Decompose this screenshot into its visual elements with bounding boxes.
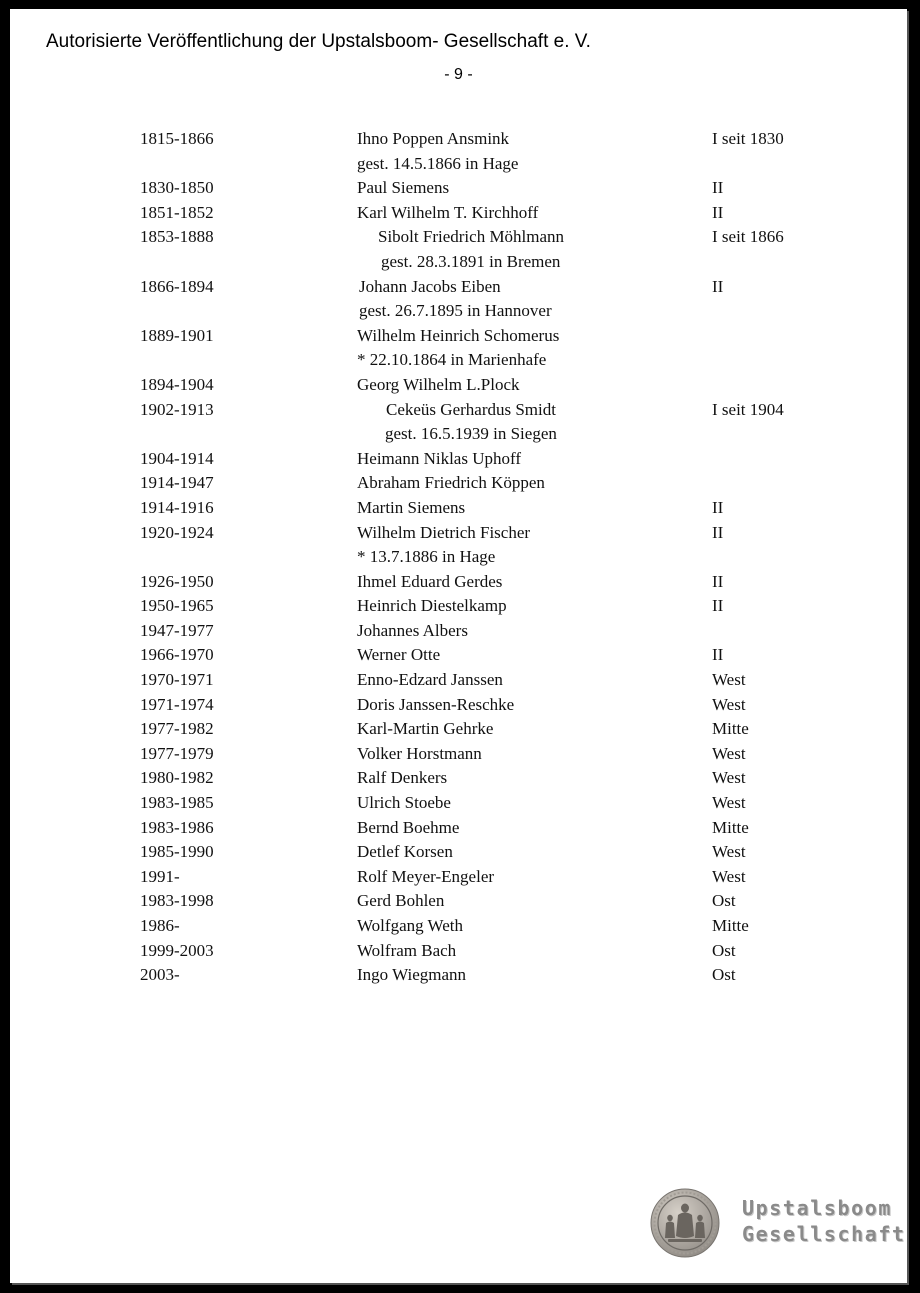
term-years: 1983-1986	[140, 817, 214, 837]
term-years: 1999-2003	[140, 940, 214, 960]
member-rank: West	[712, 743, 746, 763]
list-item	[10, 594, 907, 619]
list-item	[10, 471, 907, 496]
term-years: 1853-1888	[140, 227, 214, 247]
list-item	[10, 324, 907, 349]
term-years: 1983-1985	[140, 793, 214, 813]
term-years: 1966-1970	[140, 645, 214, 665]
list-item	[10, 373, 907, 398]
list-item	[10, 275, 907, 300]
member-name: Werner Otte	[357, 645, 441, 665]
list-item	[10, 693, 907, 718]
term-years: 1977-1982	[140, 719, 214, 739]
term-years: 1914-1947	[140, 473, 214, 493]
list-item	[10, 742, 907, 767]
term-years: 1889-1901	[140, 325, 214, 345]
member-name: Rolf Meyer-Engeler	[357, 866, 495, 886]
member-name: Wolfgang Weth	[357, 916, 464, 935]
member-name: gest. 28.3.1891 in Bremen	[381, 251, 561, 271]
member-rank: II	[712, 596, 724, 616]
member-name: Paul Siemens	[357, 178, 450, 198]
page-number: - 9 -	[444, 66, 473, 83]
term-years: 1971-1974	[140, 694, 214, 714]
member-name: Ralf Denkers	[357, 768, 448, 788]
member-name: Gerd Bohlen	[357, 891, 445, 911]
member-rank: West	[712, 694, 746, 714]
member-rank: I seit 1866	[712, 227, 784, 247]
term-years: 1902-1913	[140, 399, 214, 419]
member-name: Ulrich Stoebe	[357, 793, 451, 813]
list-item	[10, 422, 907, 447]
member-name: * 13.7.1886 in Hage	[357, 547, 496, 567]
member-name: Heimann Niklas Uphoff	[357, 448, 521, 468]
term-years: 1947-1977	[140, 620, 214, 640]
member-name: Sibolt Friedrich Möhlmann	[378, 227, 565, 247]
term-years: 2003-	[140, 965, 180, 985]
member-rank: West	[712, 866, 746, 886]
member-name: * 22.10.1864 in Marienhafe	[357, 350, 547, 370]
member-name: gest. 26.7.1895 in Hannover	[359, 301, 552, 321]
list-item	[10, 619, 907, 644]
member-name: Heinrich Diestelkamp	[357, 596, 507, 616]
term-years: 1914-1916	[140, 497, 214, 517]
list-item	[10, 447, 907, 472]
list-item	[10, 668, 907, 693]
list-item	[10, 963, 907, 988]
member-name: Georg Wilhelm L.Plock	[357, 374, 520, 394]
member-rank: Ost	[712, 965, 736, 985]
list-item	[10, 152, 907, 177]
term-years: 1851-1852	[140, 202, 214, 222]
list-item	[10, 717, 907, 742]
term-years: 1904-1914	[140, 448, 214, 468]
list-item	[10, 939, 907, 964]
term-years: 1894-1904	[140, 374, 214, 394]
member-name: Doris Janssen-Reschke	[357, 694, 515, 714]
list-item	[10, 840, 907, 865]
list-item	[10, 299, 907, 324]
term-years: 1926-1950	[140, 571, 214, 591]
member-name: Johann Jacobs Eiben	[359, 276, 501, 296]
member-rank: II	[712, 202, 724, 222]
list-item	[10, 766, 907, 791]
member-rank: Mitte	[712, 916, 749, 935]
term-years: 1950-1965	[140, 596, 214, 616]
member-name: Detlef Korsen	[357, 842, 453, 862]
document-header: Autorisierte Veröffentlichung der Upstalsboom- Gesellschaft e. V.	[46, 31, 591, 52]
member-rank: West	[712, 793, 746, 813]
member-name: Karl-Martin Gehrke	[357, 719, 494, 739]
term-years: 1983-1998	[140, 891, 214, 911]
term-years: 1986-	[140, 916, 180, 935]
member-rank: II	[712, 571, 724, 591]
list-item	[10, 521, 907, 546]
list-item	[10, 643, 907, 668]
member-rank: Ost	[712, 940, 736, 960]
member-name: Ihmel Eduard Gerdes	[357, 571, 503, 591]
member-rank: Mitte	[712, 817, 749, 837]
list-item	[10, 250, 907, 275]
member-rank: I seit 1830	[712, 129, 784, 148]
member-name: Bernd Boehme	[357, 817, 460, 837]
term-years: 1815-1866	[140, 129, 214, 148]
member-name: gest. 16.5.1939 in Siegen	[385, 424, 557, 444]
society-logo	[650, 1188, 906, 1266]
member-name: Wilhelm Heinrich Schomerus	[357, 325, 560, 345]
term-years: 1866-1894	[140, 276, 214, 296]
member-rank: II	[712, 645, 724, 665]
list-item	[10, 398, 907, 423]
list-item	[10, 791, 907, 816]
list-item	[10, 225, 907, 250]
member-rank: II	[712, 497, 724, 517]
member-name: gest. 14.5.1866 in Hage	[357, 153, 519, 173]
list-item	[10, 176, 907, 201]
member-rank: II	[712, 522, 724, 542]
term-years: 1920-1924	[140, 522, 214, 542]
member-name: Enno-Edzard Janssen	[357, 670, 503, 690]
term-years: 1985-1990	[140, 842, 214, 862]
member-name: Wilhelm Dietrich Fischer	[357, 522, 531, 542]
member-name: Ingo Wiegmann	[357, 965, 467, 985]
list-item	[10, 201, 907, 226]
member-rank: II	[712, 276, 724, 296]
list-item	[10, 570, 907, 595]
member-name: Cekeüs Gerhardus Smidt	[386, 399, 556, 419]
list-item	[10, 127, 907, 152]
list-item	[10, 865, 907, 890]
seal-icon	[650, 1188, 720, 1258]
member-rank: Ost	[712, 891, 736, 911]
term-years: 1830-1850	[140, 178, 214, 198]
member-rank: I seit 1904	[712, 399, 784, 419]
member-rank: II	[712, 178, 724, 198]
member-name: Karl Wilhelm T. Kirchhoff	[357, 202, 539, 222]
term-years: 1977-1979	[140, 743, 214, 763]
member-name: Volker Horstmann	[357, 743, 482, 763]
list-item	[10, 496, 907, 521]
member-name: Johannes Albers	[357, 620, 468, 640]
list-item	[10, 889, 907, 914]
member-name: Martin Siemens	[357, 497, 466, 517]
term-years: 1980-1982	[140, 768, 214, 788]
list-item	[10, 816, 907, 841]
logo-text-line1: Upstalsboom	[742, 1196, 893, 1220]
list-item	[10, 348, 907, 373]
member-name: Wolfram Bach	[357, 940, 457, 960]
list-item	[10, 545, 907, 570]
member-name: Abraham Friedrich Köppen	[357, 473, 545, 493]
member-rank: West	[712, 768, 746, 788]
member-list	[10, 127, 907, 988]
member-rank: West	[712, 670, 746, 690]
list-item	[10, 914, 907, 939]
member-name: Ihno Poppen Ansmink	[357, 129, 510, 148]
document-page	[10, 9, 907, 1283]
member-rank: Mitte	[712, 719, 749, 739]
member-rank: West	[712, 842, 746, 862]
term-years: 1970-1971	[140, 670, 214, 690]
term-years: 1991-	[140, 866, 180, 886]
logo-text-line2: Gesellschaft	[742, 1222, 906, 1246]
